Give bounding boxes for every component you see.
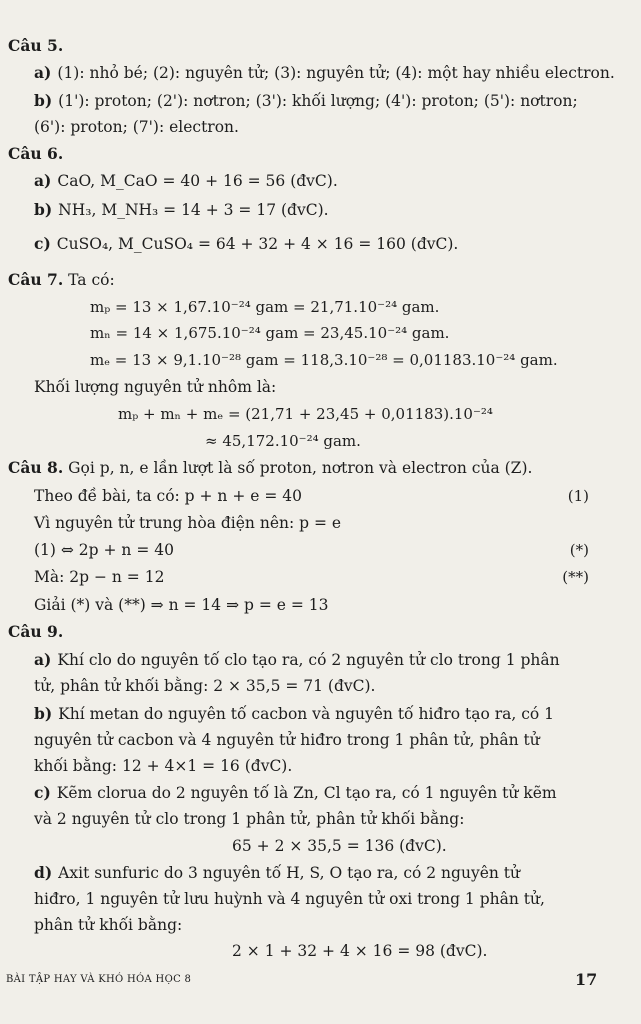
item-label: a)	[34, 63, 52, 82]
equation-mp: mₚ = 13 × 1,67.10⁻²⁴ gam = 21,71.10⁻²⁴ gam.	[90, 298, 440, 316]
equation-result: ≈ 45,172.10⁻²⁴ gam.	[205, 432, 361, 450]
answer-6a	[34, 171, 338, 191]
answer-text: (1'): proton; (2'): nơtron; (3'): khối lượng; (4'): proton; (5'): nơtron;	[58, 92, 578, 110]
step-3: (1) ⇔ 2p + n = 40	[34, 541, 174, 559]
step-4: Mà: 2p − n = 12	[34, 568, 165, 586]
question-7-intro: Ta có:	[68, 271, 115, 289]
step-2: Vì nguyên tử trung hòa điện nên: p = e	[34, 514, 342, 532]
equation-mn: mₙ = 14 × 1,675.10⁻²⁴ gam = 23,45.10⁻²⁴ gam.	[90, 324, 450, 342]
answer-9c-cont: và 2 nguyên tử clo trong 1 phân tử, phân tử khối bằng:	[34, 810, 465, 828]
footer-book-title: BÀI TẬP HAY VÀ KHÓ HÓA HỌC 8	[6, 974, 192, 985]
equation-tag-double-star: (**)	[562, 568, 589, 586]
item-label: a)	[34, 650, 52, 669]
answer-5a	[34, 63, 615, 83]
answer-text: (1): nhỏ bé; (2): nguyên tử; (3): nguyên tử; (4): một hay nhiều electron.	[57, 64, 615, 82]
item-label: a)	[34, 171, 52, 190]
question-9-heading: Câu 9.	[8, 622, 64, 641]
item-label: d)	[34, 863, 53, 882]
equation-tag-1: (1)	[567, 487, 589, 505]
step-5: Giải (*) và (**) ⇒ n = 14 ⇒ p = e = 13	[34, 596, 329, 614]
question-5-heading: Câu 5.	[8, 36, 64, 55]
answer-text: NH₃, M_NH₃ = 14 + 3 = 17 (đvC).	[58, 201, 329, 219]
question-7	[8, 270, 115, 290]
item-label: b)	[34, 200, 53, 219]
equation-tag-star: (*)	[569, 541, 589, 559]
equation-me: mₑ = 13 × 9,1.10⁻²⁸ gam = 118,3.10⁻²⁸ = 0,01183.10⁻²⁴ gam.	[90, 351, 558, 369]
atomic-mass-statement: Khối lượng nguyên tử nhôm là:	[34, 378, 277, 396]
answer-9d	[34, 863, 520, 883]
answer-text: Khí metan do nguyên tố cacbon và nguyên tố hiđro tạo ra, có 1	[58, 705, 555, 723]
answer-9a	[34, 650, 560, 670]
answer-9b-cont-1: nguyên tử cacbon và 4 nguyên tử hiđro trong 1 phân tử, phân tử	[34, 731, 540, 749]
answer-text: CuSO₄, M_CuSO₄ = 64 + 32 + 4 × 16 = 160 (đvC).	[56, 235, 459, 253]
answer-6c	[34, 234, 458, 254]
question-8	[8, 458, 532, 478]
answer-5b	[34, 91, 578, 111]
question-6-heading: Câu 6.	[8, 144, 64, 163]
answer-text: Kẽm clorua do 2 nguyên tố là Zn, Cl tạo ra, có 1 nguyên tử kẽm	[56, 784, 557, 802]
item-label: b)	[34, 91, 53, 110]
answer-9b-cont-2: khối bằng: 12 + 4×1 = 16 (đvC).	[34, 757, 293, 775]
answer-text: CaO, M_CaO = 40 + 16 = 56 (đvC).	[57, 172, 338, 190]
equation-sum: mₚ + mₙ + mₑ = (21,71 + 23,45 + 0,01183).10⁻²⁴	[118, 405, 493, 423]
question-7-heading: Câu 7.	[8, 270, 64, 289]
answer-text: Axit sunfuric do 3 nguyên tố H, S, O tạo ra, có 2 nguyên tử	[58, 864, 520, 882]
answer-9a-cont: tử, phân tử khối bằng: 2 × 35,5 = 71 (đvC).	[34, 677, 376, 695]
answer-text: Khí clo do nguyên tố clo tạo ra, có 2 nguyên tử clo trong 1 phân	[57, 651, 560, 669]
question-8-heading: Câu 8.	[8, 458, 64, 477]
step-1: Theo đề bài, ta có: p + n + e = 40	[34, 487, 302, 505]
item-label: c)	[34, 783, 51, 802]
page-number: 17	[575, 970, 598, 989]
item-label: b)	[34, 704, 53, 723]
answer-5b-cont: (6'): proton; (7'): electron.	[34, 118, 239, 136]
answer-9c-equation: 65 + 2 × 35,5 = 136 (đvC).	[232, 837, 447, 855]
answer-9d-equation: 2 × 1 + 32 + 4 × 16 = 98 (đvC).	[232, 942, 488, 960]
answer-9d-cont-1: hiđro, 1 nguyên tử lưu huỳnh và 4 nguyên tử oxi trong 1 phân tử,	[34, 890, 545, 908]
answer-9b	[34, 704, 554, 724]
answer-9c	[34, 783, 557, 803]
item-label: c)	[34, 234, 51, 253]
answer-6b	[34, 200, 329, 220]
question-8-intro: Gọi p, n, e lần lượt là số proton, nơtron và electron của (Z).	[68, 459, 533, 477]
answer-9d-cont-2: phân tử khối bằng:	[34, 916, 183, 934]
